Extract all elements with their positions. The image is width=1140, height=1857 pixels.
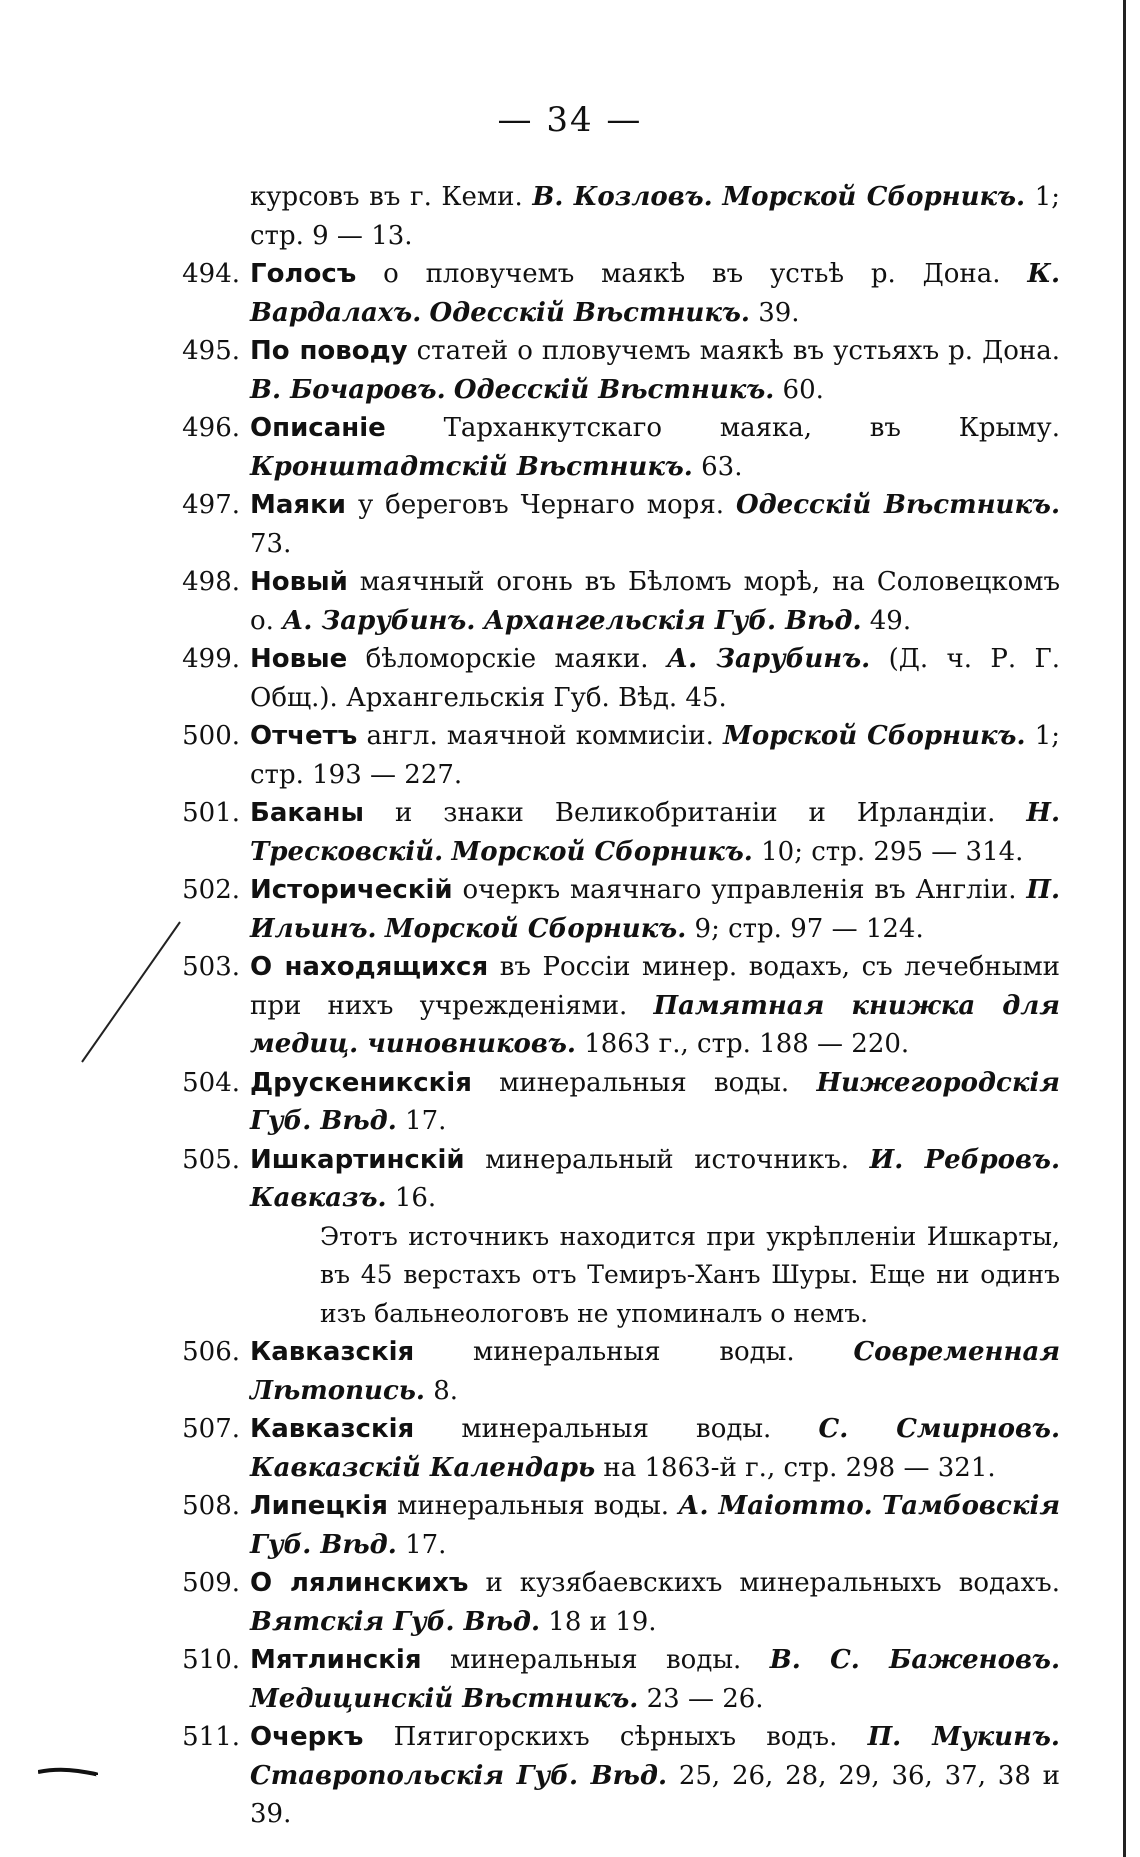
bibliography-entry	[180, 1333, 1060, 1410]
entries-container	[180, 255, 1060, 1834]
entry-text: минеральныя воды.	[461, 1414, 772, 1444]
page-number: — 34 —	[497, 100, 643, 140]
bibliography-entry	[180, 255, 1060, 332]
entry-source: Современная Лѣтопись.	[250, 1337, 1061, 1406]
entry-rest: 39.	[758, 297, 800, 328]
entry-source: Кавказскій Календарь	[250, 1452, 596, 1483]
entry-text: и кузябаевскихъ минеральныхъ водахъ.	[485, 1568, 1060, 1598]
entry-text: маячный огонь въ Бѣломъ морѣ, на Соловецкомъ о.	[250, 567, 1060, 636]
entry-number: 503.	[182, 952, 240, 982]
intro-rest: 1; стр. 9 — 13.	[250, 182, 1060, 251]
entry-headword: Ишкартинскій	[250, 1144, 465, 1175]
entry-source: Морской Сборникъ.	[384, 913, 687, 944]
entry-text: статей о пловучемъ маякѣ въ устьяхъ р. Дона.	[416, 336, 1061, 366]
entry-source: Нижегородскія Губ. Вѣд.	[250, 1067, 1060, 1136]
entry-source: Одесскій Вѣстникъ.	[735, 490, 1061, 520]
bibliography-entry	[180, 717, 1060, 794]
bibliography-entry	[180, 794, 1060, 871]
bottom-ink-mark	[38, 1766, 98, 1778]
entry-headword: Кавказскія	[250, 1414, 415, 1444]
entry-number: 506.	[182, 1337, 240, 1367]
entry-source: Кавказъ.	[250, 1183, 387, 1213]
entry-author: В. Бочаровъ.	[250, 374, 446, 405]
entry-headword: Новый	[250, 567, 348, 597]
entry-headword: Историческій	[250, 875, 453, 905]
entry-rest: 63.	[701, 451, 743, 482]
entry-source: Морской Сборникъ.	[723, 721, 1026, 751]
entry-text: минеральныя воды.	[499, 1067, 790, 1098]
entry-source: Одесскій Вѣстникъ.	[453, 374, 775, 405]
entry-rest: (Д. ч. Р. Г. Общ.). Архангельскія Губ. Вѣд. 45.	[250, 644, 1061, 713]
entry-source: Кронштадтскій Вѣстникъ.	[250, 451, 693, 482]
entry-text: Тарханкутскаго маяка, въ Крыму.	[443, 413, 1060, 443]
entry-text: и знаки Великобританіи и Ирландіи.	[395, 798, 996, 828]
entry-headword: Очеркъ	[250, 1722, 364, 1752]
entry-text: у береговъ Чернаго моря.	[357, 490, 724, 520]
entry-number: 494.	[182, 259, 240, 289]
intro-text: курсовъ въ г. Кеми.	[250, 182, 523, 212]
bibliography-entry	[180, 1410, 1060, 1487]
entry-rest: 1863 г., стр. 188 — 220.	[584, 1029, 910, 1059]
entry-author: П. Ильинъ.	[250, 875, 1060, 944]
entry-rest: 60.	[782, 374, 824, 405]
entry-number: 511.	[182, 1722, 240, 1752]
intro-author: В. Козловъ.	[532, 182, 713, 212]
entry-headword: О находящихся	[250, 952, 489, 982]
bibliography-entry	[180, 1064, 1060, 1141]
page-edge-line	[1123, 0, 1126, 1857]
entry-headword: Маяки	[250, 490, 346, 520]
entry-author: В. С. Баженовъ.	[769, 1645, 1061, 1675]
entry-source: Архангельскія Губ. Вѣд.	[483, 605, 862, 636]
entry-headword: Липецкія	[250, 1491, 388, 1521]
bibliography-entry	[180, 486, 1060, 563]
bibliography-list	[180, 178, 1060, 1834]
intro-source: Морской Сборникъ.	[722, 182, 1026, 212]
entry-author: С. Смирновъ.	[818, 1414, 1061, 1444]
entry-headword: Новые	[250, 644, 348, 674]
entry-rest: 16.	[394, 1183, 437, 1213]
entry-source: Тамбовскія Губ. Вѣд.	[250, 1491, 1061, 1560]
entry-text: очеркъ маячнаго управленія въ Англіи.	[462, 875, 1017, 905]
entry-number: 508.	[182, 1491, 240, 1521]
entry-rest: 25, 26, 28, 29, 36, 37, 38 и 39.	[250, 1760, 1060, 1829]
entry-source: Вятскія Губ. Вѣд.	[250, 1606, 541, 1637]
entry-text: бѣломорскіе маяки.	[365, 644, 649, 674]
entry-headword: Друскеникскія	[250, 1067, 472, 1098]
entry-number: 499.	[182, 644, 240, 674]
entry-author: А. Маіотто.	[678, 1491, 873, 1521]
entry-number: 497.	[182, 490, 240, 520]
entry-rest: на 1863-й г., стр. 298 — 321.	[603, 1452, 996, 1483]
bibliography-entry	[180, 1718, 1060, 1834]
entry-number: 502.	[182, 875, 240, 905]
entry-number: 507.	[182, 1414, 240, 1444]
entry-number: 496.	[182, 413, 240, 443]
bibliography-entry	[180, 948, 1060, 1064]
entry-headword: Баканы	[250, 798, 365, 828]
entry-number: 500.	[182, 721, 240, 751]
entry-number: 495.	[182, 336, 240, 366]
entry-text: минеральныя воды.	[397, 1491, 670, 1521]
entry-author: К. Вардалахъ.	[250, 259, 1061, 328]
bibliography-entry	[180, 563, 1060, 640]
entry-rest: 17.	[405, 1106, 447, 1136]
entry-headword: Кавказскія	[250, 1337, 415, 1367]
entry-number: 501.	[182, 798, 240, 828]
pencil-margin-mark	[78, 918, 188, 1068]
entry-headword: Голосъ	[250, 259, 357, 289]
entry-text: минеральный источникъ.	[485, 1144, 850, 1175]
entry-author: А. Зарубинъ.	[666, 644, 871, 674]
entry-author: А. Зарубинъ.	[282, 605, 476, 636]
bibliography-entry	[180, 871, 1060, 948]
entry-source: Памятная книжка для медиц. чиновниковъ.	[250, 990, 1060, 1059]
bibliography-entry	[180, 1141, 1060, 1218]
entry-source: Медицинскій Вѣстникъ.	[250, 1683, 639, 1714]
entry-headword: О лялинскихъ	[250, 1568, 469, 1598]
entry-rest: 49.	[869, 605, 912, 636]
entry-text: англ. маячной коммисіи.	[366, 721, 714, 751]
bibliography-entry	[180, 1487, 1060, 1564]
entry-text: въ Россіи минер. водахъ, съ лечебными при нихъ учрежденіями.	[250, 952, 1061, 1021]
entry-rest: 1; стр. 193 — 227.	[250, 721, 1061, 790]
entry-headword: Отчетъ	[250, 721, 358, 751]
entry-source: Морской Сборникъ.	[451, 836, 753, 867]
entry-author: П. Мукинъ.	[867, 1722, 1060, 1752]
entry-number: 505.	[182, 1144, 240, 1175]
entry-source: Одесскій Вѣстникъ.	[429, 297, 750, 328]
entry-headword: Описаніе	[250, 413, 386, 443]
entry-author: Н. Тресковскій.	[250, 798, 1061, 867]
bibliography-entry	[180, 409, 1060, 486]
entry-number: 498.	[182, 567, 240, 597]
entry-text: о пловучемъ маякѣ въ устьѣ р. Дона.	[383, 259, 1001, 289]
entry-rest: 18 и 19.	[548, 1606, 657, 1637]
entry-note: Этотъ источникъ находится при укрѣпленіи Ишкарты, въ 45 верстахъ отъ Темиръ-Ханъ Шуры. Еще ни одинъ изъ бальнеологовъ не упоминалъ о немъ.	[320, 1221, 1060, 1328]
entry-text: минеральныя воды.	[473, 1337, 795, 1367]
entry-rest: 73.	[250, 528, 292, 559]
entry-rest: 10; стр. 295 — 314.	[761, 836, 1024, 867]
entry-rest: 23 — 26.	[646, 1683, 764, 1714]
entry-number: 510.	[182, 1645, 240, 1675]
entry-number: 509.	[182, 1568, 240, 1598]
entry-rest: 8.	[433, 1375, 459, 1406]
entry-number: 504.	[182, 1067, 240, 1098]
bibliography-entry	[180, 640, 1060, 717]
entry-source: Ставропольскія Губ. Вѣд.	[250, 1760, 667, 1791]
entry-headword: Мятлинскія	[250, 1645, 422, 1675]
entry-text: Пятигорскихъ сѣрныхъ водъ.	[393, 1722, 838, 1752]
entry-rest: 9; стр. 97 — 124.	[694, 913, 924, 944]
entry-text: минеральныя воды.	[450, 1645, 742, 1675]
intro-continuation	[180, 178, 1060, 255]
entry-headword: По поводу	[250, 336, 408, 366]
bibliography-entry	[180, 332, 1060, 409]
entry-rest: 17.	[405, 1529, 447, 1560]
entry-author: И. Ребровъ.	[869, 1144, 1061, 1175]
bibliography-entry	[180, 1641, 1060, 1718]
bibliography-entry	[180, 1564, 1060, 1641]
